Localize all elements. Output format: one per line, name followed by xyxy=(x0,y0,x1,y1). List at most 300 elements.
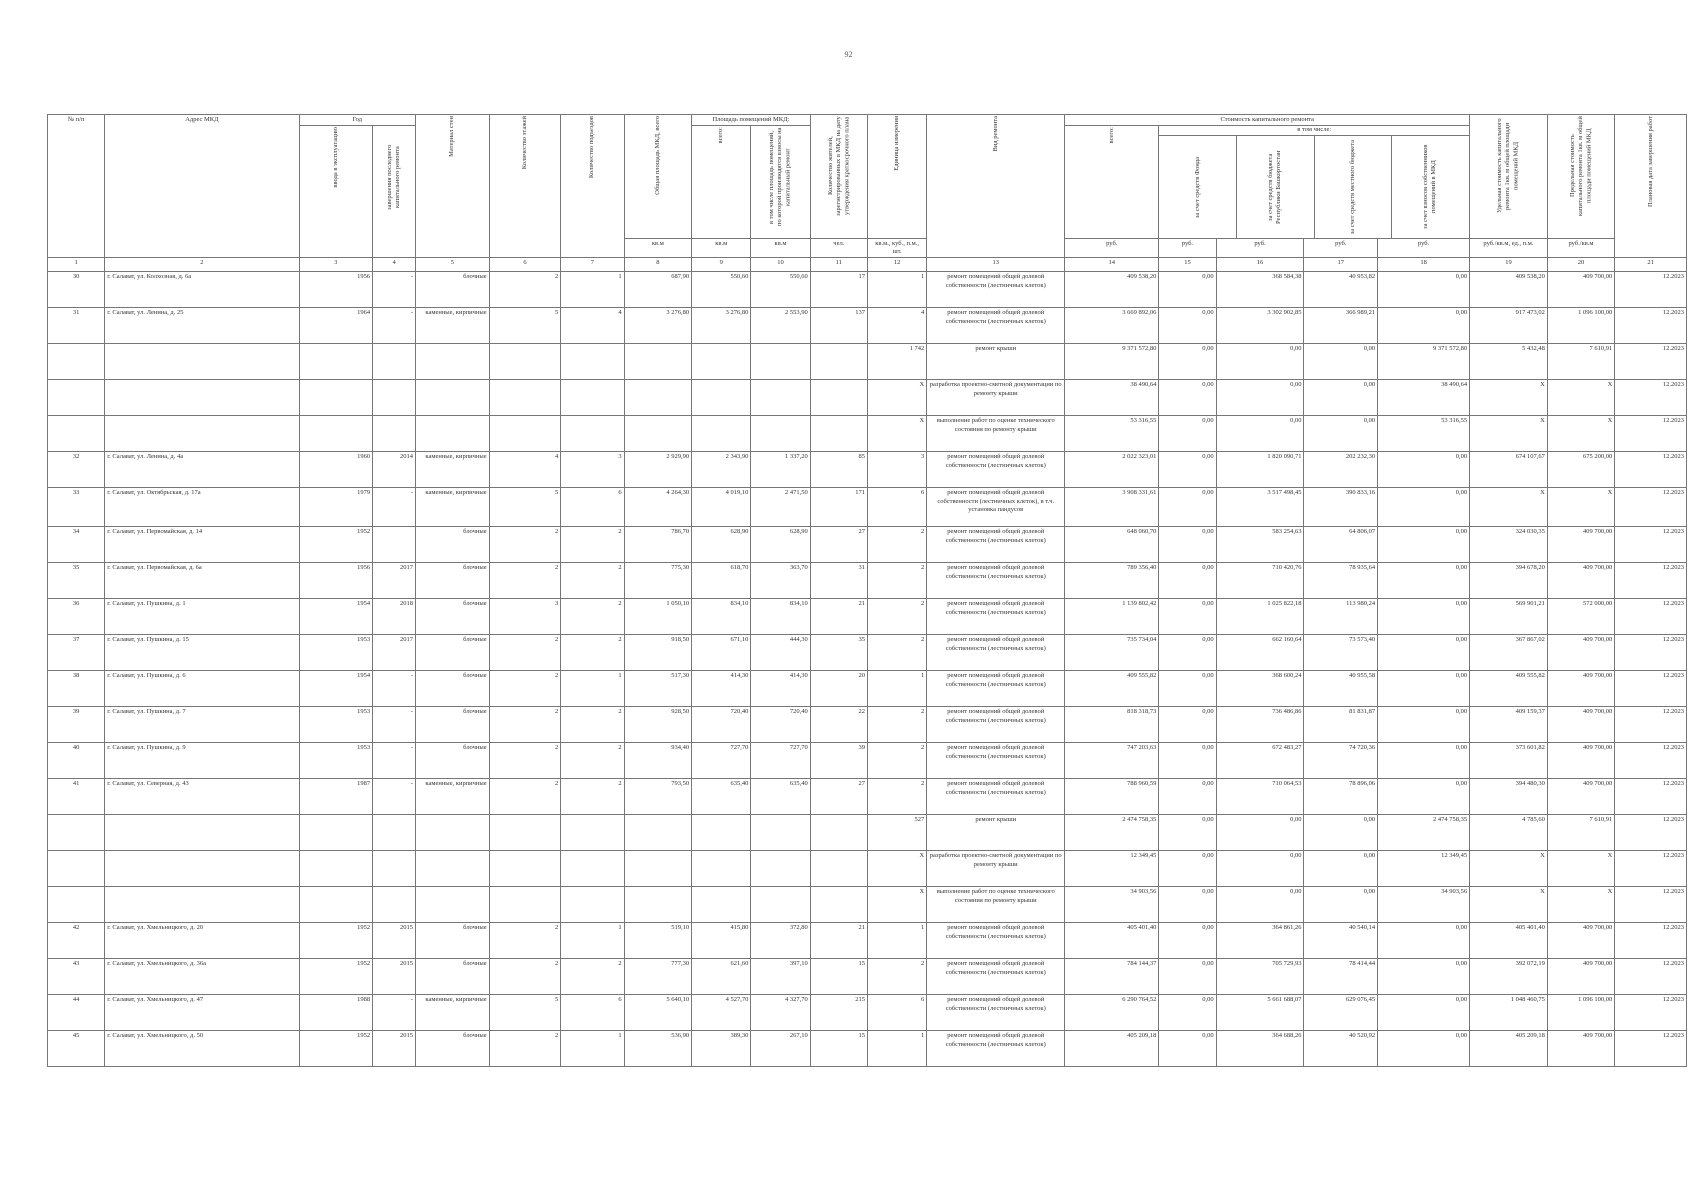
table-row xyxy=(48,308,1687,344)
cell-repair-type: ремонт помещений общей долевой собственности (лестничных клеток) xyxy=(927,452,1065,488)
cell-total-area xyxy=(624,344,691,380)
cell-year-last-repair xyxy=(373,344,416,380)
cell-row-number: 45 xyxy=(48,1031,105,1067)
cell-row-number: 42 xyxy=(48,923,105,959)
table-row xyxy=(48,671,1687,707)
unit-total-area: кв.м xyxy=(624,239,691,258)
cell-cost-republic: 368 584,38 xyxy=(1216,272,1304,308)
header-cost-group: Стоимость капитального ремонта xyxy=(1065,115,1470,126)
cell-cost-local: 78 896,06 xyxy=(1304,779,1378,815)
cell-limit-cost: 1 096 100,00 xyxy=(1547,308,1614,344)
cell-cost-owners: 0,00 xyxy=(1378,743,1470,779)
cell-cost-owners: 0,00 xyxy=(1378,308,1470,344)
cell-unit-value: X xyxy=(867,380,926,416)
cell-unit-cost: 392 072,19 xyxy=(1470,959,1548,995)
header-year-group: Год xyxy=(299,115,416,126)
cell-cost-fund: 0,00 xyxy=(1159,851,1216,887)
cell-cost-local: 74 720,36 xyxy=(1304,743,1378,779)
cell-premises-residential: 372,80 xyxy=(751,923,810,959)
cell-cost-owners: 0,00 xyxy=(1378,995,1470,1031)
cell-unit-value: 1 xyxy=(867,272,926,308)
cell-unit-cost: X xyxy=(1470,416,1548,452)
cell-wall-material: блочные xyxy=(416,272,490,308)
unit-cost-total: руб. xyxy=(1065,239,1159,258)
cell-floors: 2 xyxy=(489,527,561,563)
cell-entrances: 2 xyxy=(561,707,624,743)
cell-total-area: 786,70 xyxy=(624,527,691,563)
cell-wall-material: блочные xyxy=(416,527,490,563)
cell-planned-date: 12.2023 xyxy=(1615,923,1687,959)
cell-entrances: 1 xyxy=(561,923,624,959)
cell-year-commission: 1987 xyxy=(299,779,373,815)
cell-cost-republic: 583 254,63 xyxy=(1216,527,1304,563)
repair-plan-table xyxy=(47,114,1687,1067)
cell-floors xyxy=(489,815,561,851)
cell-row-number xyxy=(48,416,105,452)
cell-unit-cost: 367 867,02 xyxy=(1470,635,1548,671)
cell-cost-local: 40 520,92 xyxy=(1304,1031,1378,1067)
table-row xyxy=(48,272,1687,308)
table-row xyxy=(48,563,1687,599)
cell-limit-cost: 409 700,00 xyxy=(1547,671,1614,707)
cell-cost-total: 784 144,37 xyxy=(1065,959,1159,995)
header-cost-incl: в том числе: xyxy=(1159,126,1469,136)
cell-premises-residential xyxy=(751,380,810,416)
cell-limit-cost: 409 700,00 xyxy=(1547,527,1614,563)
cell-cost-local: 78 935,64 xyxy=(1304,563,1378,599)
cell-year-commission xyxy=(299,815,373,851)
cell-repair-type: ремонт помещений общей долевой собственности (лестничных клеток) xyxy=(927,959,1065,995)
cell-cost-owners: 34 903,56 xyxy=(1378,887,1470,923)
cell-limit-cost: 409 700,00 xyxy=(1547,959,1614,995)
cell-cost-total: 53 316,55 xyxy=(1065,416,1159,452)
cell-cost-total: 747 203,63 xyxy=(1065,743,1159,779)
cell-cost-local: 78 414,44 xyxy=(1304,959,1378,995)
cell-year-last-repair xyxy=(373,416,416,452)
cell-year-commission: 1954 xyxy=(299,671,373,707)
cell-limit-cost: 7 610,91 xyxy=(1547,815,1614,851)
column-numbers-row xyxy=(48,258,1687,272)
cell-premises-residential: 267,10 xyxy=(751,1031,810,1067)
cell-row-number xyxy=(48,815,105,851)
cell-cost-fund: 0,00 xyxy=(1159,308,1216,344)
header-repair-type: Вид ремонта xyxy=(927,115,1065,258)
cell-cost-republic: 0,00 xyxy=(1216,416,1304,452)
cell-limit-cost: 572 000,00 xyxy=(1547,599,1614,635)
cell-limit-cost: 409 700,00 xyxy=(1547,779,1614,815)
cell-planned-date: 12.2023 xyxy=(1615,959,1687,995)
table-row xyxy=(48,959,1687,995)
cell-unit-value: 1 xyxy=(867,923,926,959)
cell-wall-material: каменные, кирпичные xyxy=(416,779,490,815)
cell-cost-fund: 0,00 xyxy=(1159,272,1216,308)
cell-row-number xyxy=(48,344,105,380)
header-cost-fund: за счет средств Фонда xyxy=(1193,156,1201,218)
header-unit: Единица измерения xyxy=(867,115,926,239)
cell-premises-residential: 414,30 xyxy=(751,671,810,707)
cell-unit-value: 6 xyxy=(867,488,926,527)
cell-planned-date: 12.2023 xyxy=(1615,344,1687,380)
column-number: 19 xyxy=(1470,258,1548,272)
column-number: 5 xyxy=(416,258,490,272)
cell-address: г. Салават, ул. Пушкина, д. 15 xyxy=(105,635,299,671)
cell-unit-cost: 324 030,35 xyxy=(1470,527,1548,563)
cell-unit-cost: 4 785,60 xyxy=(1470,815,1548,851)
header-floors: Количество этажей xyxy=(489,115,561,258)
cell-cost-local: 81 831,87 xyxy=(1304,707,1378,743)
table-row xyxy=(48,488,1687,527)
cell-cost-fund: 0,00 xyxy=(1159,779,1216,815)
cell-floors: 2 xyxy=(489,671,561,707)
header-premises-residential: в том числе площадь помещений, по которой производятся взносы на капитальный ремонт xyxy=(751,126,810,239)
cell-cost-total: 818 318,73 xyxy=(1065,707,1159,743)
cell-limit-cost: 409 700,00 xyxy=(1547,563,1614,599)
cell-wall-material: блочные xyxy=(416,923,490,959)
table-row xyxy=(48,635,1687,671)
cell-cost-owners: 0,00 xyxy=(1378,527,1470,563)
cell-premises-residential: 727,70 xyxy=(751,743,810,779)
cell-unit-cost: 409 538,20 xyxy=(1470,272,1548,308)
cell-unit-value: X xyxy=(867,851,926,887)
cell-floors: 2 xyxy=(489,635,561,671)
cell-residents: 137 xyxy=(810,308,867,344)
cell-year-commission: 1960 xyxy=(299,452,373,488)
cell-cost-local: 40 955,58 xyxy=(1304,671,1378,707)
cell-total-area: 3 276,80 xyxy=(624,308,691,344)
header-unit-cost: Удельная стоимость капитального ремонта 1кв. м общей площади помещений МКД xyxy=(1470,115,1548,239)
cell-address: г. Салават, ул. Хмельницкого, д. 36а xyxy=(105,959,299,995)
header-address: Адрес МКД xyxy=(105,115,299,258)
cell-cost-fund: 0,00 xyxy=(1159,527,1216,563)
table-row xyxy=(48,743,1687,779)
column-number: 3 xyxy=(299,258,373,272)
header-premises-group: Площадь помещений МКД: xyxy=(692,115,811,126)
cell-row-number: 35 xyxy=(48,563,105,599)
cell-premises-total: 635,40 xyxy=(692,779,751,815)
cell-year-commission xyxy=(299,887,373,923)
header-cost-incl-cell xyxy=(1159,126,1470,239)
cell-year-commission xyxy=(299,380,373,416)
cell-floors: 2 xyxy=(489,707,561,743)
cell-repair-type: разработка проектно-сметной документации по ремонту крыши xyxy=(927,380,1065,416)
cell-year-commission: 1964 xyxy=(299,308,373,344)
cell-cost-republic: 3 302 902,85 xyxy=(1216,308,1304,344)
cell-cost-owners: 0,00 xyxy=(1378,1031,1470,1067)
cell-premises-total: 618,70 xyxy=(692,563,751,599)
cell-year-commission: 1988 xyxy=(299,995,373,1031)
cell-residents xyxy=(810,416,867,452)
cell-repair-type: ремонт помещений общей долевой собственности (лестничных клеток) xyxy=(927,563,1065,599)
column-number: 20 xyxy=(1547,258,1614,272)
cell-limit-cost: X xyxy=(1547,416,1614,452)
cell-entrances: 1 xyxy=(561,272,624,308)
cell-floors: 2 xyxy=(489,743,561,779)
cell-year-last-repair: - xyxy=(373,779,416,815)
header-cost-republic: за счет средств бюджета Республики Башкортостан xyxy=(1267,150,1283,224)
cell-cost-fund: 0,00 xyxy=(1159,923,1216,959)
header-cost-local: за счет средств местного бюджета xyxy=(1348,139,1356,235)
cell-premises-residential: 720,40 xyxy=(751,707,810,743)
cell-unit-cost: 405 209,18 xyxy=(1470,1031,1548,1067)
cell-cost-fund: 0,00 xyxy=(1159,1031,1216,1067)
cell-cost-fund: 0,00 xyxy=(1159,959,1216,995)
cell-unit-value: 2 xyxy=(867,959,926,995)
table-row xyxy=(48,887,1687,923)
table-row xyxy=(48,851,1687,887)
cell-total-area: 687,90 xyxy=(624,272,691,308)
header-cost-owners: за счет взносов собственников помещений в МКД xyxy=(1422,144,1438,230)
cell-cost-republic: 0,00 xyxy=(1216,887,1304,923)
cell-cost-total: 12 349,45 xyxy=(1065,851,1159,887)
cell-premises-residential xyxy=(751,887,810,923)
column-number: 1 xyxy=(48,258,105,272)
cell-unit-cost: 409 159,37 xyxy=(1470,707,1548,743)
cell-year-last-repair: - xyxy=(373,707,416,743)
header-planned-date: Плановая дата завершения работ xyxy=(1615,115,1687,258)
cell-cost-local: 0,00 xyxy=(1304,851,1378,887)
cell-total-area: 1 050,10 xyxy=(624,599,691,635)
cell-wall-material: каменные, кирпичные xyxy=(416,452,490,488)
column-number: 4 xyxy=(373,258,416,272)
cell-premises-residential: 2 553,90 xyxy=(751,308,810,344)
cell-entrances xyxy=(561,815,624,851)
cell-limit-cost: 409 700,00 xyxy=(1547,923,1614,959)
cell-floors: 4 xyxy=(489,452,561,488)
cell-cost-republic: 364 688,26 xyxy=(1216,1031,1304,1067)
cell-limit-cost: X xyxy=(1547,488,1614,527)
cell-row-number: 37 xyxy=(48,635,105,671)
cell-unit-value: X xyxy=(867,416,926,452)
cell-planned-date: 12.2023 xyxy=(1615,707,1687,743)
cell-premises-residential: 397,10 xyxy=(751,959,810,995)
cell-cost-fund: 0,00 xyxy=(1159,815,1216,851)
cell-unit-cost: 1 048 460,75 xyxy=(1470,995,1548,1031)
cell-year-commission: 1952 xyxy=(299,527,373,563)
cell-cost-local: 40 953,82 xyxy=(1304,272,1378,308)
cell-entrances: 6 xyxy=(561,995,624,1031)
cell-limit-cost: X xyxy=(1547,887,1614,923)
cell-year-commission: 1952 xyxy=(299,923,373,959)
cell-unit-cost: X xyxy=(1470,488,1548,527)
cell-unit-value: 527 xyxy=(867,815,926,851)
cell-unit-value: 6 xyxy=(867,995,926,1031)
cell-premises-total: 720,40 xyxy=(692,707,751,743)
cell-row-number xyxy=(48,380,105,416)
cell-floors: 2 xyxy=(489,959,561,995)
table-row xyxy=(48,416,1687,452)
cell-cost-republic: 710 064,53 xyxy=(1216,779,1304,815)
cell-premises-total: 2 343,90 xyxy=(692,452,751,488)
cell-cost-total: 38 490,64 xyxy=(1065,380,1159,416)
cell-wall-material: блочные xyxy=(416,743,490,779)
cell-premises-residential xyxy=(751,851,810,887)
cell-unit-value: 1 xyxy=(867,671,926,707)
column-number: 14 xyxy=(1065,258,1159,272)
cell-year-commission: 1952 xyxy=(299,1031,373,1067)
cell-cost-fund: 0,00 xyxy=(1159,344,1216,380)
cell-unit-value: 1 xyxy=(867,1031,926,1067)
cell-unit-cost: 394 678,20 xyxy=(1470,563,1548,599)
cell-planned-date: 12.2023 xyxy=(1615,527,1687,563)
cell-wall-material: каменные, кирпичные xyxy=(416,308,490,344)
cell-premises-total: 4 019,10 xyxy=(692,488,751,527)
cell-cost-fund: 0,00 xyxy=(1159,380,1216,416)
cell-cost-owners: 0,00 xyxy=(1378,599,1470,635)
cell-wall-material: блочные xyxy=(416,563,490,599)
cell-address: г. Салават, ул. Северная, д. 43 xyxy=(105,779,299,815)
cell-cost-local: 0,00 xyxy=(1304,416,1378,452)
unit-cost-local: руб. xyxy=(1304,239,1378,258)
cell-repair-type: ремонт помещений общей долевой собственности (лестничных клеток) xyxy=(927,308,1065,344)
cell-cost-republic: 1 820 090,71 xyxy=(1216,452,1304,488)
cell-unit-cost: 917 473,02 xyxy=(1470,308,1548,344)
cell-premises-total: 550,60 xyxy=(692,272,751,308)
cell-address: г. Салават, ул. Октябрьская, д. 17а xyxy=(105,488,299,527)
cell-limit-cost: 1 096 100,00 xyxy=(1547,995,1614,1031)
cell-cost-fund: 0,00 xyxy=(1159,707,1216,743)
column-number: 16 xyxy=(1216,258,1304,272)
cell-address: г. Салават, ул. Ленина, д. 25 xyxy=(105,308,299,344)
cell-entrances: 2 xyxy=(561,527,624,563)
cell-premises-total: 415,80 xyxy=(692,923,751,959)
cell-limit-cost: 675 200,00 xyxy=(1547,452,1614,488)
cell-cost-local: 202 232,30 xyxy=(1304,452,1378,488)
cell-limit-cost: 7 610,91 xyxy=(1547,344,1614,380)
table-row xyxy=(48,380,1687,416)
cell-entrances: 2 xyxy=(561,599,624,635)
cell-repair-type: ремонт помещений общей долевой собственности (лестничных клеток) xyxy=(927,707,1065,743)
cell-cost-total: 9 371 572,80 xyxy=(1065,344,1159,380)
cell-address xyxy=(105,344,299,380)
cell-residents xyxy=(810,815,867,851)
cell-floors xyxy=(489,416,561,452)
cell-row-number: 38 xyxy=(48,671,105,707)
header-premises-total: всего: xyxy=(692,126,751,239)
cell-premises-total xyxy=(692,851,751,887)
cell-address: г. Салават, ул. Пушкина, д. 1 xyxy=(105,599,299,635)
cell-total-area xyxy=(624,851,691,887)
cell-address: г. Салават, ул. Ленина, д. 4а xyxy=(105,452,299,488)
cell-residents: 17 xyxy=(810,272,867,308)
cell-cost-local: 73 573,40 xyxy=(1304,635,1378,671)
unit-unit-cost: руб./кв.м, ед., п.м. xyxy=(1470,239,1548,258)
cell-unit-cost: X xyxy=(1470,380,1548,416)
cell-total-area: 517,30 xyxy=(624,671,691,707)
cell-cost-total: 6 290 764,52 xyxy=(1065,995,1159,1031)
cell-premises-residential: 4 327,70 xyxy=(751,995,810,1031)
cell-cost-total: 2 022 323,01 xyxy=(1065,452,1159,488)
cell-premises-residential: 1 337,20 xyxy=(751,452,810,488)
cell-floors: 2 xyxy=(489,563,561,599)
cell-wall-material: блочные xyxy=(416,671,490,707)
cell-year-last-repair: - xyxy=(373,995,416,1031)
cell-cost-total: 2 474 758,35 xyxy=(1065,815,1159,851)
cell-year-last-repair xyxy=(373,527,416,563)
cell-wall-material xyxy=(416,380,490,416)
cell-unit-value: 2 xyxy=(867,599,926,635)
column-number: 11 xyxy=(810,258,867,272)
cell-entrances xyxy=(561,416,624,452)
cell-unit-value: 1 742 xyxy=(867,344,926,380)
cell-repair-type: ремонт помещений общей долевой собственности (лестничных клеток) xyxy=(927,635,1065,671)
cell-cost-fund: 0,00 xyxy=(1159,671,1216,707)
cell-cost-republic: 0,00 xyxy=(1216,815,1304,851)
table-row xyxy=(48,344,1687,380)
cell-premises-total: 671,10 xyxy=(692,635,751,671)
cell-address: г. Салават, ул. Хмельницкого, д. 50 xyxy=(105,1031,299,1067)
cell-total-area: 536,90 xyxy=(624,1031,691,1067)
unit-measure: кв.м., куб., п.м., шт. xyxy=(867,239,926,258)
cell-wall-material: каменные, кирпичные xyxy=(416,488,490,527)
header-entrances: Количество подъездов xyxy=(561,115,624,258)
cell-premises-total: 3 276,80 xyxy=(692,308,751,344)
cell-row-number: 32 xyxy=(48,452,105,488)
cell-floors: 5 xyxy=(489,488,561,527)
cell-planned-date: 12.2023 xyxy=(1615,308,1687,344)
cell-total-area: 4 264,30 xyxy=(624,488,691,527)
cell-cost-local: 629 076,45 xyxy=(1304,995,1378,1031)
cell-wall-material xyxy=(416,887,490,923)
cell-residents: 15 xyxy=(810,959,867,995)
cell-residents: 85 xyxy=(810,452,867,488)
header-limit-cost: Предельная стоимость капитального ремонта 1кв. м общей площади помещений МКД xyxy=(1547,115,1614,239)
cell-premises-total: 621,60 xyxy=(692,959,751,995)
cell-limit-cost: X xyxy=(1547,380,1614,416)
cell-cost-total: 788 960,59 xyxy=(1065,779,1159,815)
cell-cost-total: 3 669 892,06 xyxy=(1065,308,1159,344)
cell-planned-date: 12.2023 xyxy=(1615,671,1687,707)
cell-year-last-repair xyxy=(373,887,416,923)
cell-cost-total: 648 060,70 xyxy=(1065,527,1159,563)
header-wall-material: Материал стен xyxy=(416,115,490,258)
cell-total-area: 928,50 xyxy=(624,707,691,743)
cell-unit-cost: 5 432,48 xyxy=(1470,344,1548,380)
cell-year-last-repair: 2015 xyxy=(373,923,416,959)
column-number: 21 xyxy=(1615,258,1687,272)
cell-premises-residential: 363,70 xyxy=(751,563,810,599)
cell-cost-fund: 0,00 xyxy=(1159,563,1216,599)
cell-premises-total: 727,70 xyxy=(692,743,751,779)
cell-residents: 35 xyxy=(810,635,867,671)
cell-premises-total: 834,10 xyxy=(692,599,751,635)
cell-cost-total: 405 209,18 xyxy=(1065,1031,1159,1067)
cell-year-last-repair: - xyxy=(373,488,416,527)
cell-cost-fund: 0,00 xyxy=(1159,488,1216,527)
cell-address: г. Салават, ул. Пушкина, д. 7 xyxy=(105,707,299,743)
column-number: 17 xyxy=(1304,258,1378,272)
cell-premises-residential xyxy=(751,815,810,851)
cell-cost-local: 366 989,21 xyxy=(1304,308,1378,344)
cell-cost-local: 0,00 xyxy=(1304,887,1378,923)
cell-planned-date: 12.2023 xyxy=(1615,779,1687,815)
cell-cost-fund: 0,00 xyxy=(1159,416,1216,452)
cell-repair-type: ремонт помещений общей долевой собственности (лестничных клеток) xyxy=(927,671,1065,707)
cell-total-area xyxy=(624,380,691,416)
cell-cost-fund: 0,00 xyxy=(1159,743,1216,779)
cell-planned-date: 12.2023 xyxy=(1615,743,1687,779)
cell-floors xyxy=(489,344,561,380)
cell-address: г. Салават, ул. Пушкина, д. 9 xyxy=(105,743,299,779)
cell-total-area: 775,30 xyxy=(624,563,691,599)
cell-repair-type: ремонт помещений общей долевой собственности (лестничных клеток), в т.ч. установка пандусов xyxy=(927,488,1065,527)
cell-row-number: 40 xyxy=(48,743,105,779)
cell-unit-cost: 569 901,21 xyxy=(1470,599,1548,635)
column-number: 18 xyxy=(1378,258,1470,272)
cell-floors: 2 xyxy=(489,1031,561,1067)
cell-cost-total: 409 538,20 xyxy=(1065,272,1159,308)
cell-limit-cost: 409 700,00 xyxy=(1547,707,1614,743)
cell-cost-owners: 2 474 758,35 xyxy=(1378,815,1470,851)
